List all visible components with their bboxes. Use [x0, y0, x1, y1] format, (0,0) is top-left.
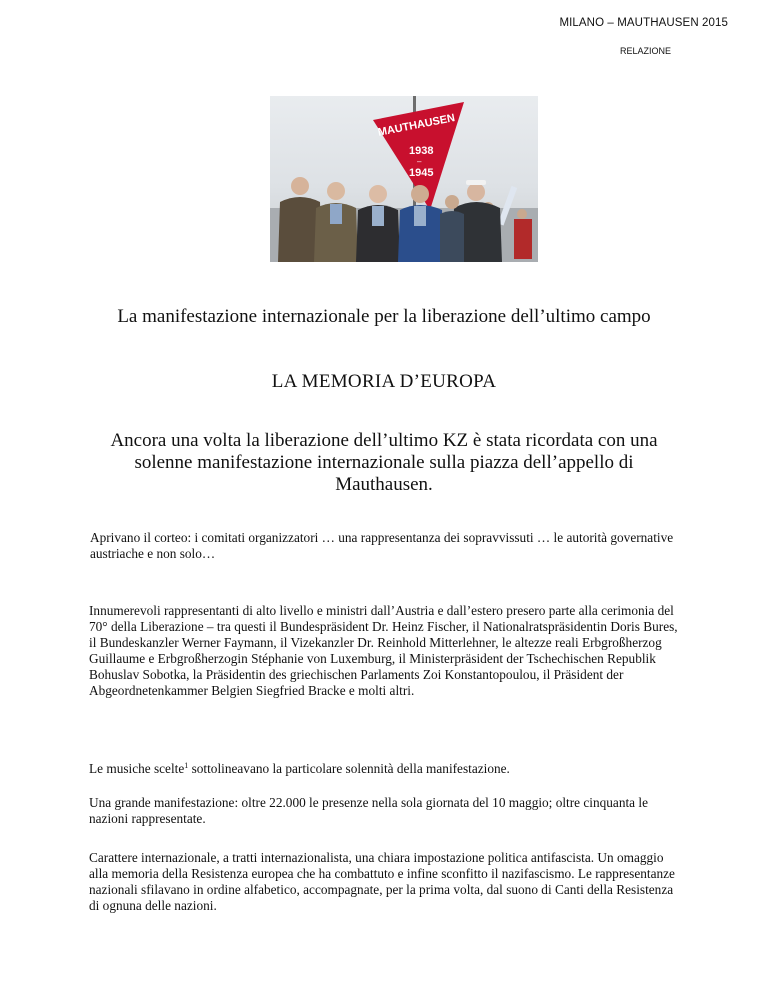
svg-text:–: –	[417, 157, 422, 166]
memorial-photo	[270, 96, 538, 262]
header-section: RELAZIONE	[620, 46, 672, 56]
paragraph-attendance: Una grande manifestazione: oltre 22.000 le presenze nella sola giornata del 10 maggio; oltre cinquanta le nazioni rappresentate.	[89, 795, 649, 826]
paragraph-music-text-a: Le musiche scelte	[89, 761, 185, 776]
paragraph-representatives: Innumerevoli rappresentanti di alto livello e ministri dall’Austria e dall’estero presero parte alla cerimonia del 70° della Liberazione – tra questi il Bundespräsident Dr. Heinz Fischer, il Nationalratspräsidentin Doris Bures, il Bundeskanzler Werner Faymann, il Vizekanzler Dr. Reinhold Mitterlehner, le altezze reali Erbgroßherzog Guillaume e Erbgroßherzogin Stéphanie von Luxemburg, il Ministerpräsident der Tschechischen Republik Bohuslav Sobotka, la Präsidentin des griechischen Parlaments Zoi Konstantopoulou, il Präsident der Abgeordnetenkammer Belgien Siegfried Bracke e molti altri.	[89, 603, 678, 698]
photo-illustration	[270, 96, 538, 262]
crowd	[278, 177, 502, 262]
subtitle: La manifestazione internazionale per la liberazione dell’ultimo campo	[117, 306, 651, 327]
footnote-marker[interactable]: 1	[184, 761, 189, 770]
paragraph-procession: Aprivano il corteo: i comitati organizzatori … una rappresentanza dei sopravvissuti … le autorità governative austriache e non solo…	[90, 530, 674, 561]
banner-year-start: 1938	[409, 145, 434, 157]
header-title: MILANO – MAUTHAUSEN 2015	[559, 17, 728, 29]
paragraph-music	[89, 761, 679, 777]
banner-year-end: 1945	[409, 167, 434, 179]
headline: LA MEMORIA D’EUROPA	[271, 371, 497, 392]
paragraph-music-text-b: sottolineavano la particolare solennità della manifestazione.	[188, 761, 510, 776]
lead-paragraph: Ancora una volta la liberazione dell’ultimo KZ è stata ricordata con una solenne manifestazione internazionale sulla piazza dell’appello di Mauthausen.	[110, 430, 658, 495]
paragraph-character: Carattere internazionale, a tratti internazionalista, una chiara impostazione politica antifascista. Un omaggio alla memoria della Resistenza europea che ha combattuto e infine sconfitto il nazifascismo. Le rappresentanze nazionali sfilavano in ordine alfabetico, accompagnate, per la prima volta, dal suono di Canti della Resistenza di ognuna delle nazioni.	[89, 850, 675, 913]
banner-text: MAUTHAUSEN	[376, 112, 457, 139]
